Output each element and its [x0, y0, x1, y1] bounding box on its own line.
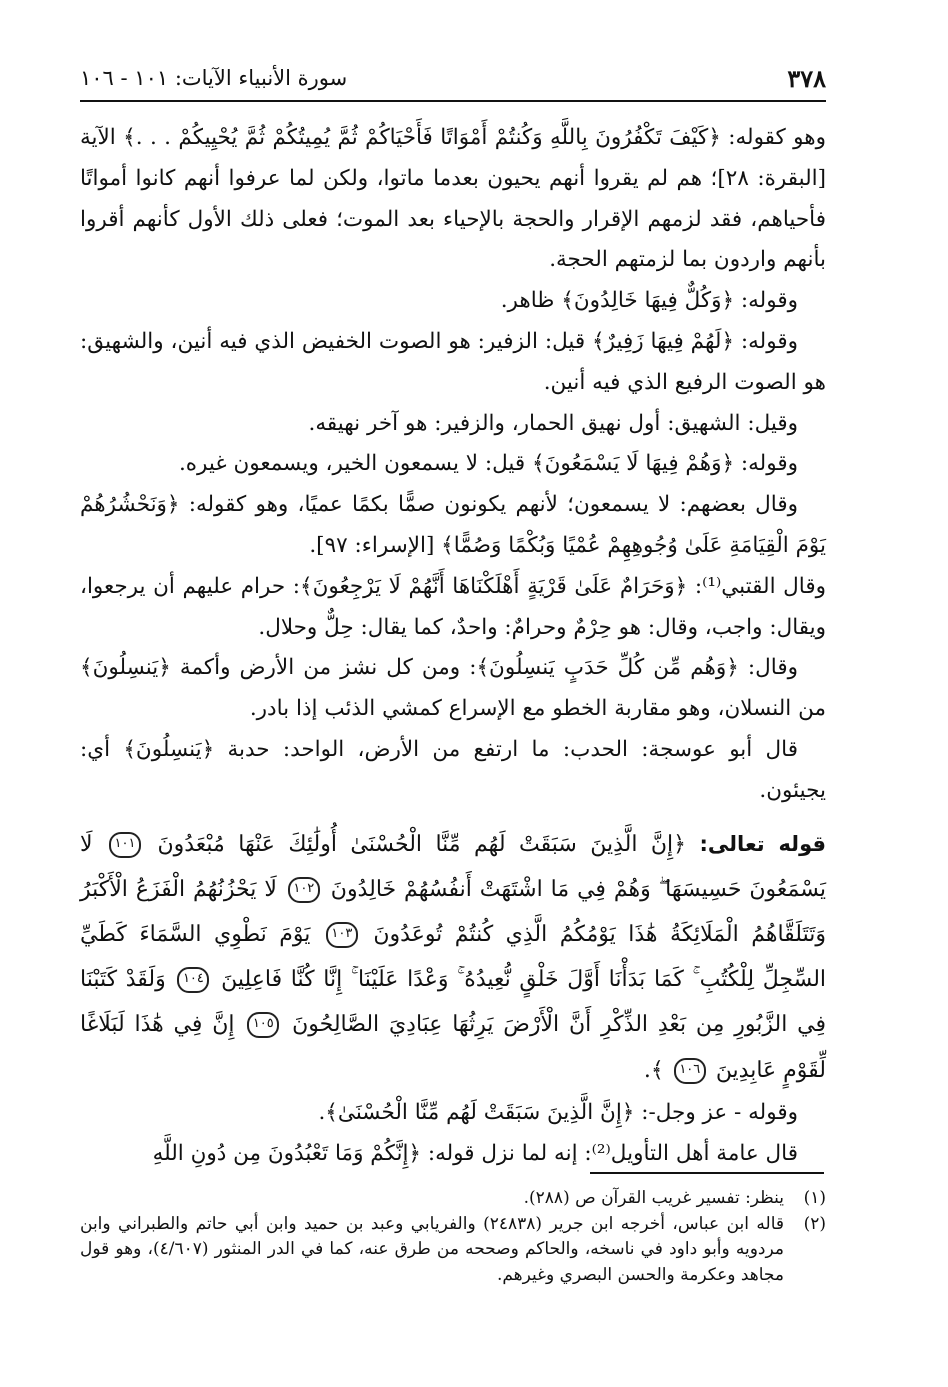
footnotes	[80, 1186, 826, 1288]
verse-text: وَلَقَدْ كَتَبْنَا فِي الزَّبُورِ مِن بَعْدِ الذِّكْرِ أَنَّ الْأَرْضَ يَرِثُهَا عِبَادِيَ الصَّالِحُونَ	[80, 967, 826, 1038]
main-text	[80, 118, 826, 1174]
footnote-number: (٢)	[803, 1213, 826, 1234]
footnote-divider	[590, 1172, 824, 1174]
paragraph: وقال القتبي⁽¹⁾: ﴿وَحَرَامٌ عَلَىٰ قَرْيَةٍ أَهْلَكْنَاهَا أَنَّهُمْ لَا يَرْجِعُونَ﴾: حرام عليهم أن يرجعوا، ويقال: واجب، وقال: هو حِرْمٌ وحرامٌ: واحدٌ، كما يقال: حِلٌّ وحلال.	[80, 573, 826, 640]
page-number: ٣٧٨	[787, 64, 826, 93]
ayah-number-marker: ١٠٣	[326, 922, 358, 948]
footnote	[80, 1186, 826, 1212]
paragraph: وقال بعضهم: لا يسمعون؛ لأنهم يكونون صمًّا بكمًا عميًا، وهو كقوله: ﴿وَنَحْشُرُهُمْ يَوْمَ الْقِيَامَةِ عَلَىٰ وُجُوهِهِمْ عُمْيًا وَبُكْمًا وَصُمًّا﴾ [الإسراء: ٩٧].	[80, 492, 826, 558]
paragraph: قال أبو عوسجة: الحدب: ما ارتفع من الأرض، الواحد: حدبة ﴿يَنسِلُونَ﴾ أي: يجيئون.	[80, 736, 826, 803]
ayah-number-marker: ١٠٤	[177, 967, 209, 993]
footnote-text: قاله ابن عباس، أخرجه ابن جرير (٢٤٨٣٨) والفريابي وعبد بن حميد وابن أبي حاتم والطبراني وابن مردويه وأبو داود في ناسخه، والحاكم وصححه من طرق عنه، كما في الدر المنثور (٤/٦٠٧)، وهو قول مجاهد وعكرمة والحسن البصري وغيرهم.	[80, 1213, 785, 1285]
footnote-number: (١)	[803, 1188, 826, 1208]
paragraph: وقيل: الشهيق: أول نهيق الحمار، والزفير: هو آخر نهيقه.	[308, 410, 798, 436]
paragraph: وقوله: ﴿وَكُلٌّ فِيهَا خَالِدُونَ﴾ ظاهر.	[500, 288, 798, 314]
verse-text: لَا يَحْزُنُهُمُ الْفَزَعُ الْأَكْبَرُ وَتَتَلَقَّاهُمُ الْمَلَائِكَةُ هَٰذَا يَوْمُكُمُ الَّذِي كُنتُمْ تُوعَدُونَ	[80, 876, 826, 947]
verse-text: يَوْمَ نَطْوِي السَّمَاءَ كَطَيِّ السِّجِلِّ لِلْكُتُبِ ۚ كَمَا بَدَأْنَا أَوَّلَ خَلْقٍ نُّعِيدُهُ ۚ وَعْدًا عَلَيْنَا ۚ إِنَّا كُنَّا فَاعِلِينَ	[80, 921, 827, 993]
paragraph: وقوله: ﴿وَهُمْ فِيهَا لَا يَسْمَعُونَ﴾ قيل: لا يسمعون الخير، ويسمعون غيره.	[178, 451, 798, 477]
paragraph: قال عامة أهل التأويل⁽²⁾: إنه لما نزل قوله: ﴿إِنَّكُمْ وَمَا تَعْبُدُونَ مِن دُونِ اللَّهِ	[152, 1140, 798, 1166]
running-title: سورة الأنبياء الآيات: ١٠١ - ١٠٦	[80, 66, 348, 90]
footnote-text: ينظر: تفسير غريب القرآن ص (٢٨٨).	[523, 1188, 784, 1208]
footnote	[80, 1212, 826, 1289]
paragraph: وقال: ﴿وَهُم مِّن كُلِّ حَدَبٍ يَنسِلُونَ﴾: ومن كل نشز من الأرض وأكمة ﴿يَنسِلُونَ﴾ من النسلان، وهو مقاربة الخطو مع الإسراع كمشي الذئب إذا بادر.	[80, 655, 826, 722]
ayah-number-marker: ١٠١	[109, 832, 141, 858]
verse-label: قوله تعالى:	[699, 831, 826, 856]
quran-verse-block	[80, 822, 826, 1093]
verse-text: ﴿إِنَّ الَّذِينَ سَبَقَتْ لَهُم مِّنَّا الْحُسْنَىٰ أُولَٰئِكَ عَنْهَا مُبْعَدُونَ	[157, 831, 687, 857]
paragraph: وهو كقوله: ﴿كَيْفَ تَكْفُرُونَ بِاللَّهِ وَكُنتُمْ أَمْوَاتًا فَأَحْيَاكُمْ ثُمَّ يُمِيتُكُمْ ثُمَّ يُحْيِيكُمْ . . .﴾ الآية [البقرة: ٢٨]؛ هم لم يقروا أنهم يحيون بعدما ماتوا، ولكن لما عرفوا أنهم كانوا أمواتًا فأحياهم، فقد لزمهم الإقرار والحجة بالإحياء بعد الموت؛ فعلى ذلك الأول كأنهم أقروا بأنهم واردون بما لزمتهم الحجة.	[80, 125, 826, 273]
ayah-number-marker: ١٠٢	[288, 877, 320, 903]
page-header	[80, 60, 826, 102]
ayah-number-marker: ١٠٦	[674, 1058, 706, 1084]
paragraph: وقوله - عز وجل-: ﴿إِنَّ الَّذِينَ سَبَقَتْ لَهُم مِّنَّا الْحُسْنَىٰ﴾.	[318, 1099, 798, 1125]
verse-closing: ﴾.	[643, 1057, 664, 1083]
paragraph: وقوله: ﴿لَهُمْ فِيهَا زَفِيرٌ﴾ قيل: الزفير: هو الصوت الخفيض الذي فيه أنين، والشهيق: هو الصوت الرفيع الذي فيه أنين.	[80, 328, 826, 395]
verse-text: إِنَّ فِي هَٰذَا لَبَلَاغًا لِّقَوْمٍ عَابِدِينَ	[80, 1012, 826, 1083]
verse-text: لَا يَسْمَعُونَ حَسِيسَهَا ۖ وَهُمْ فِي مَا اشْتَهَتْ أَنفُسُهُمْ خَالِدُونَ	[80, 831, 827, 902]
ayah-number-marker: ١٠٥	[247, 1012, 279, 1038]
